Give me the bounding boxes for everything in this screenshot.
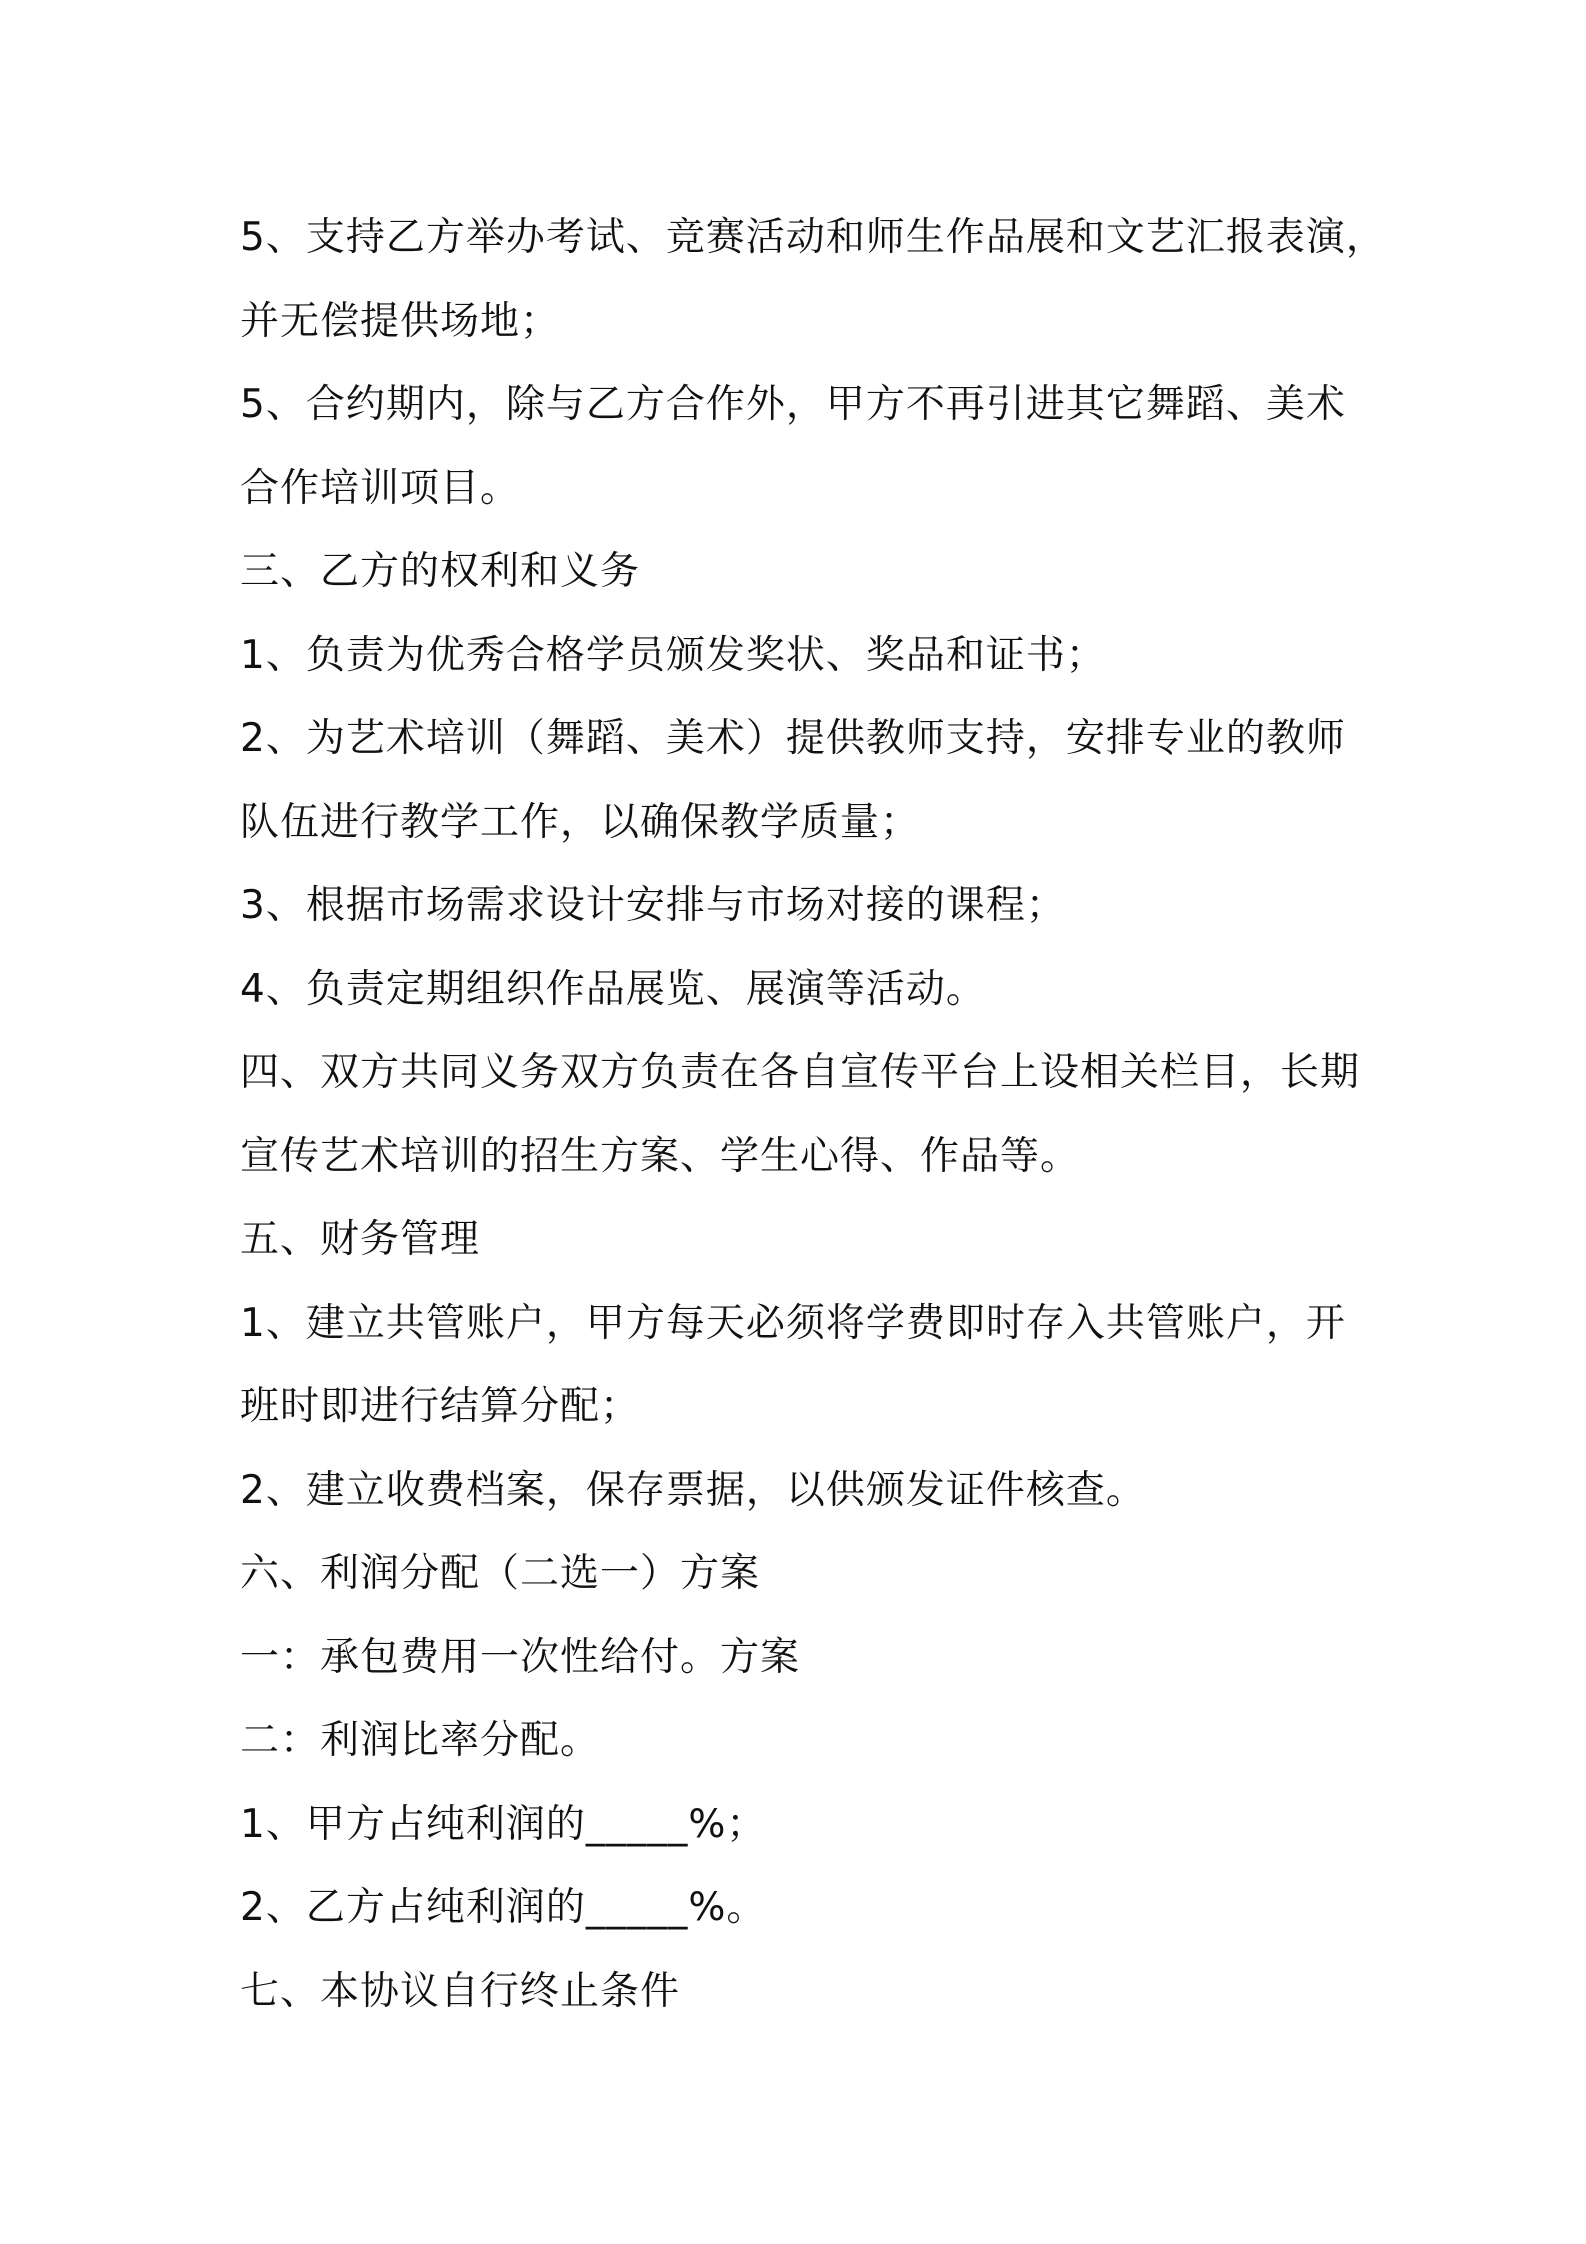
text-line: 并无偿提供场地；: [240, 298, 561, 344]
text-line: 队伍进行教学工作，以确保教学质量；: [240, 799, 921, 845]
text-line: 合作培训项目。: [240, 465, 521, 511]
text-line: 1、负责为优秀合格学员颁发奖状、奖品和证书；: [240, 632, 1106, 678]
text-line: 班时即进行结算分配；: [240, 1384, 641, 1429]
section-heading: 五、财务管理: [240, 1217, 481, 1262]
section-heading: 四、双方共同义务双方负责在各自宣传平台上设相关栏目，长期: [240, 1050, 1361, 1095]
section-heading: 三、乙方的权利和义务: [240, 549, 641, 594]
document-body: [240, 196, 1390, 2033]
text-line: 宣传艺术培训的招生方案、学生心得、作品等。: [240, 1133, 1081, 1179]
text-line: 二：利润比率分配。: [240, 1718, 601, 1763]
text-line: 1、建立共管账户，甲方每天必须将学费即时存入共管账户，开: [240, 1300, 1346, 1346]
text-line: 2、乙方占纯利润的_____%。: [240, 1885, 767, 1930]
text-line: 2、建立收费档案，保存票据，以供颁发证件核查。: [240, 1467, 1146, 1513]
section-heading: 七、本协议自行终止条件: [240, 1968, 681, 2014]
text-line: 2、为艺术培训（舞蹈、美术）提供教师支持，安排专业的教师: [240, 716, 1346, 761]
text-line: 5、支持乙方举办考试、竞赛活动和师生作品展和文艺汇报表演，: [240, 215, 1386, 260]
text-line: 3、根据市场需求设计安排与市场对接的课程；: [240, 883, 1066, 928]
text-line: 一：承包费用一次性给付。方案: [240, 1634, 801, 1680]
section-heading: 六、利润分配（二选一）方案: [240, 1551, 761, 1596]
text-line: 1、甲方占纯利润的_____%；: [240, 1801, 767, 1847]
text-line: 5、合约期内，除与乙方合作外，甲方不再引进其它舞蹈、美术: [240, 382, 1346, 427]
text-line: 4、负责定期组织作品展览、展演等活动。: [240, 966, 986, 1012]
